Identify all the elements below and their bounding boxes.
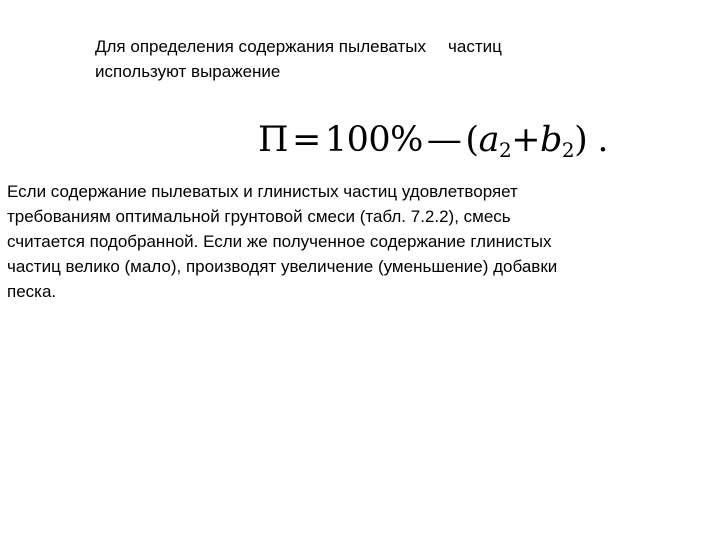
formula-plus: + — [511, 120, 541, 160]
intro-text — [95, 34, 502, 84]
body-paragraph — [7, 179, 707, 304]
formula-close-paren: ) — [574, 120, 588, 160]
formula — [258, 118, 608, 162]
formula-minus: — — [426, 120, 462, 160]
paragraph-line-4: частиц велико (мало), производят увеличение (уменьшение) добавки — [7, 257, 558, 276]
intro-line-1-part-1: Для определения содержания пылеватых — [95, 37, 427, 56]
paragraph-line-1: Если содержание пылеватых и глинистых частиц удовлетворяет — [7, 182, 518, 201]
formula-var-a: a — [478, 120, 499, 160]
formula-percent: 100% — [324, 120, 423, 160]
intro-line-1 — [95, 34, 502, 59]
formula-var-b: b — [540, 120, 562, 160]
formula-lhs: П — [258, 120, 289, 160]
formula-sub-a: 2 — [498, 138, 512, 162]
formula-equals: = — [292, 120, 321, 160]
formula-open-paren: ( — [465, 120, 479, 160]
intro-line-1-part-2: частиц — [448, 37, 502, 56]
formula-sub-b: 2 — [561, 138, 575, 162]
paragraph-line-2: требованиям оптимальной грунтовой смеси (табл. 7.2.2), смесь — [7, 207, 511, 226]
paragraph-line-5: песка. — [7, 282, 57, 301]
intro-line-2: используют выражение — [95, 62, 281, 81]
formula-period: . — [597, 120, 608, 160]
paragraph-line-3: считается подобранной. Если же полученное содержание глинистых — [7, 232, 552, 251]
